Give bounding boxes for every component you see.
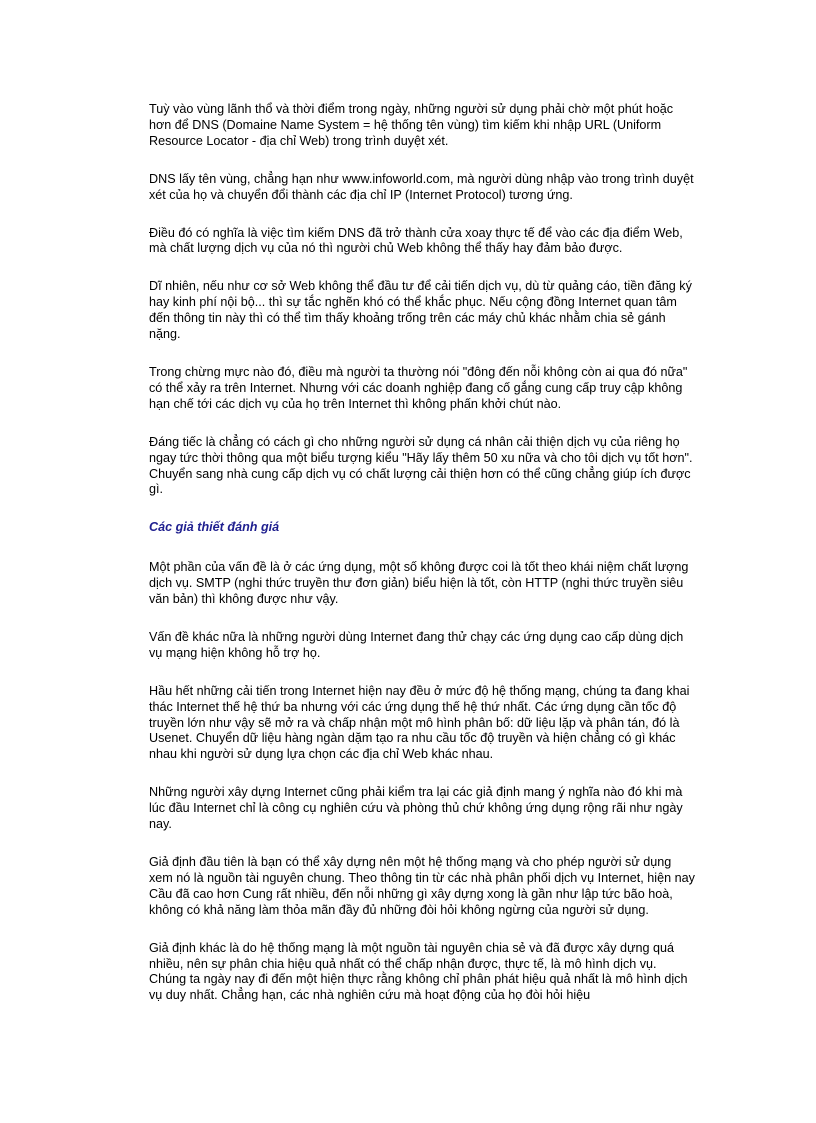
paragraph-crowded: Trong chừng mực nào đó, điều mà người ta thường nói "đông đến nỗi không còn ai qua đó nữa" có thể xảy ra trên Internet. Nhưng với các doanh nghiệp đang cố gắng cung cấp truy cập không hạn chế tới các dịch vụ của họ trên Internet thì không phấn khởi chút nào.: [149, 364, 688, 411]
paragraph-applications: Một phần của vấn đề là ở các ứng dụng, một số không được coi là tốt theo khái niệm chất lượng dịch vụ. SMTP (nghi thức truyền thư đơn giản) biểu hiện là tốt, còn HTTP (nghi thức truyền siêu văn bản) thì không được như vậy.: [149, 560, 689, 607]
paragraph-individual-users: Đáng tiếc là chẳng có cách gì cho những người sử dụng cá nhân cải thiện dịch vụ của riêng họ ngay tức thời thông qua một biểu tượng kiểu "Hãy lấy thêm 50 xu nữa và cho tôi dịch vụ tốt hơn". Chuyển sang nhà cung cấp dịch vụ có chất lượng cải thiện hơn có thể cũng chẳng giúp ích được gì.: [149, 434, 693, 497]
paragraph-dns-gateway: Điều đó có nghĩa là việc tìm kiếm DNS đã trở thành cửa xoay thực tế để vào các địa điểm Web, mà chất lượng dịch vụ của nó thì người chủ Web không thể thấy hay đảm bảo được.: [149, 225, 683, 256]
paragraph-dns-wait: Tuỳ vào vùng lãnh thổ và thời điểm trong ngày, những người sử dụng phải chờ một phút hoặc hơn để DNS (Domaine Name System = hệ thống tên vùng) tìm kiếm khi nhập URL (Uniform Resource Locator - địa chỉ Web) trong trình duyệt xét.: [149, 102, 674, 148]
paragraph-second-assumption: Giả định khác là do hệ thống mạng là một nguồn tài nguyên chia sẻ và đã được xây dựng quá nhiều, nên sự phân chia hiệu quả nhất có thể chấp nhận được, thực tế, là mô hình dịch vụ. Chúng ta ngày nay đi đến một hiện thực rằng không chỉ phân phát hiệu quả nhất là mô hình dịch vụ duy nhất. Chẳng hạn, các nhà nghiên cứu mà hoạt động của họ đòi hỏi hiệu: [149, 940, 688, 1003]
document-page: [149, 102, 697, 1026]
paragraph-congestion: Dĩ nhiên, nếu như cơ sở Web không thể đầu tư để cải tiến dịch vụ, dù từ quảng cáo, tiền đăng ký hay kinh phí nội bộ... thì sự tắc nghẽn khó có thể khắc phục. Nếu cộng đồng Internet quan tâm đến thông tin này thì có thể tìm thấy khoảng trống trên các máy chủ khác nhằm chia sẻ gánh nặng.: [149, 279, 692, 342]
paragraph-advanced-apps: Vấn đề khác nữa là những người dùng Internet đang thử chạy các ứng dụng cao cấp dùng dịch vụ mạng hiện không hỗ trợ họ.: [149, 629, 684, 660]
paragraph-first-assumption: Giả định đầu tiên là bạn có thể xây dựng nên một hệ thống mạng và cho phép người sử dụng xem nó là nguồn tài nguyên chung. Theo thông tin từ các nhà phân phối dịch vụ Internet, hiện nay Cầu đã cao hơn Cung rất nhiều, đến nỗi những gì xây dựng xong là gần như lập tức bão hoà, không có khả năng làm thỏa mãn đầy đủ những đòi hỏi không ngừng của người sử dụng.: [149, 855, 695, 917]
paragraph-assumptions: Những người xây dựng Internet cũng phải kiểm tra lại các giả định mang ý nghĩa nào đó khi mà lúc đầu Internet chỉ là công cụ nghiên cứu và phòng thủ chứ không ứng dụng rộng rãi như ngày nay.: [149, 785, 683, 832]
paragraph-improvements: Hầu hết những cải tiến trong Internet hiện nay đều ở mức độ hệ thống mạng, chúng ta đang khai thác Internet thế hệ thứ ba nhưng với các ứng dụng thế hệ thứ nhất. Các ứng dụng cần tốc độ truyền lớn như vậy sẽ mở ra và chấp nhận một mô hình phân bố: dữ liệu lặp và phân tán, đó là Usenet. Chuyển dữ liệu hàng ngàn dặm tạo ra nhu cầu tốc độ truyền và hiện chẳng có gì khác nhau khi người sử dụng lựa chọn các địa chỉ Web khác nhau.: [149, 683, 690, 762]
section-heading: Các giả thiết đánh giá: [149, 520, 280, 535]
paragraph-dns-lookup: DNS lấy tên vùng, chẳng hạn như www.infoworld.com, mà người dùng nhập vào trong trình duyệt xét của họ và chuyển đổi thành các địa chỉ IP (Internet Protocol) tương ứng.: [149, 171, 694, 202]
